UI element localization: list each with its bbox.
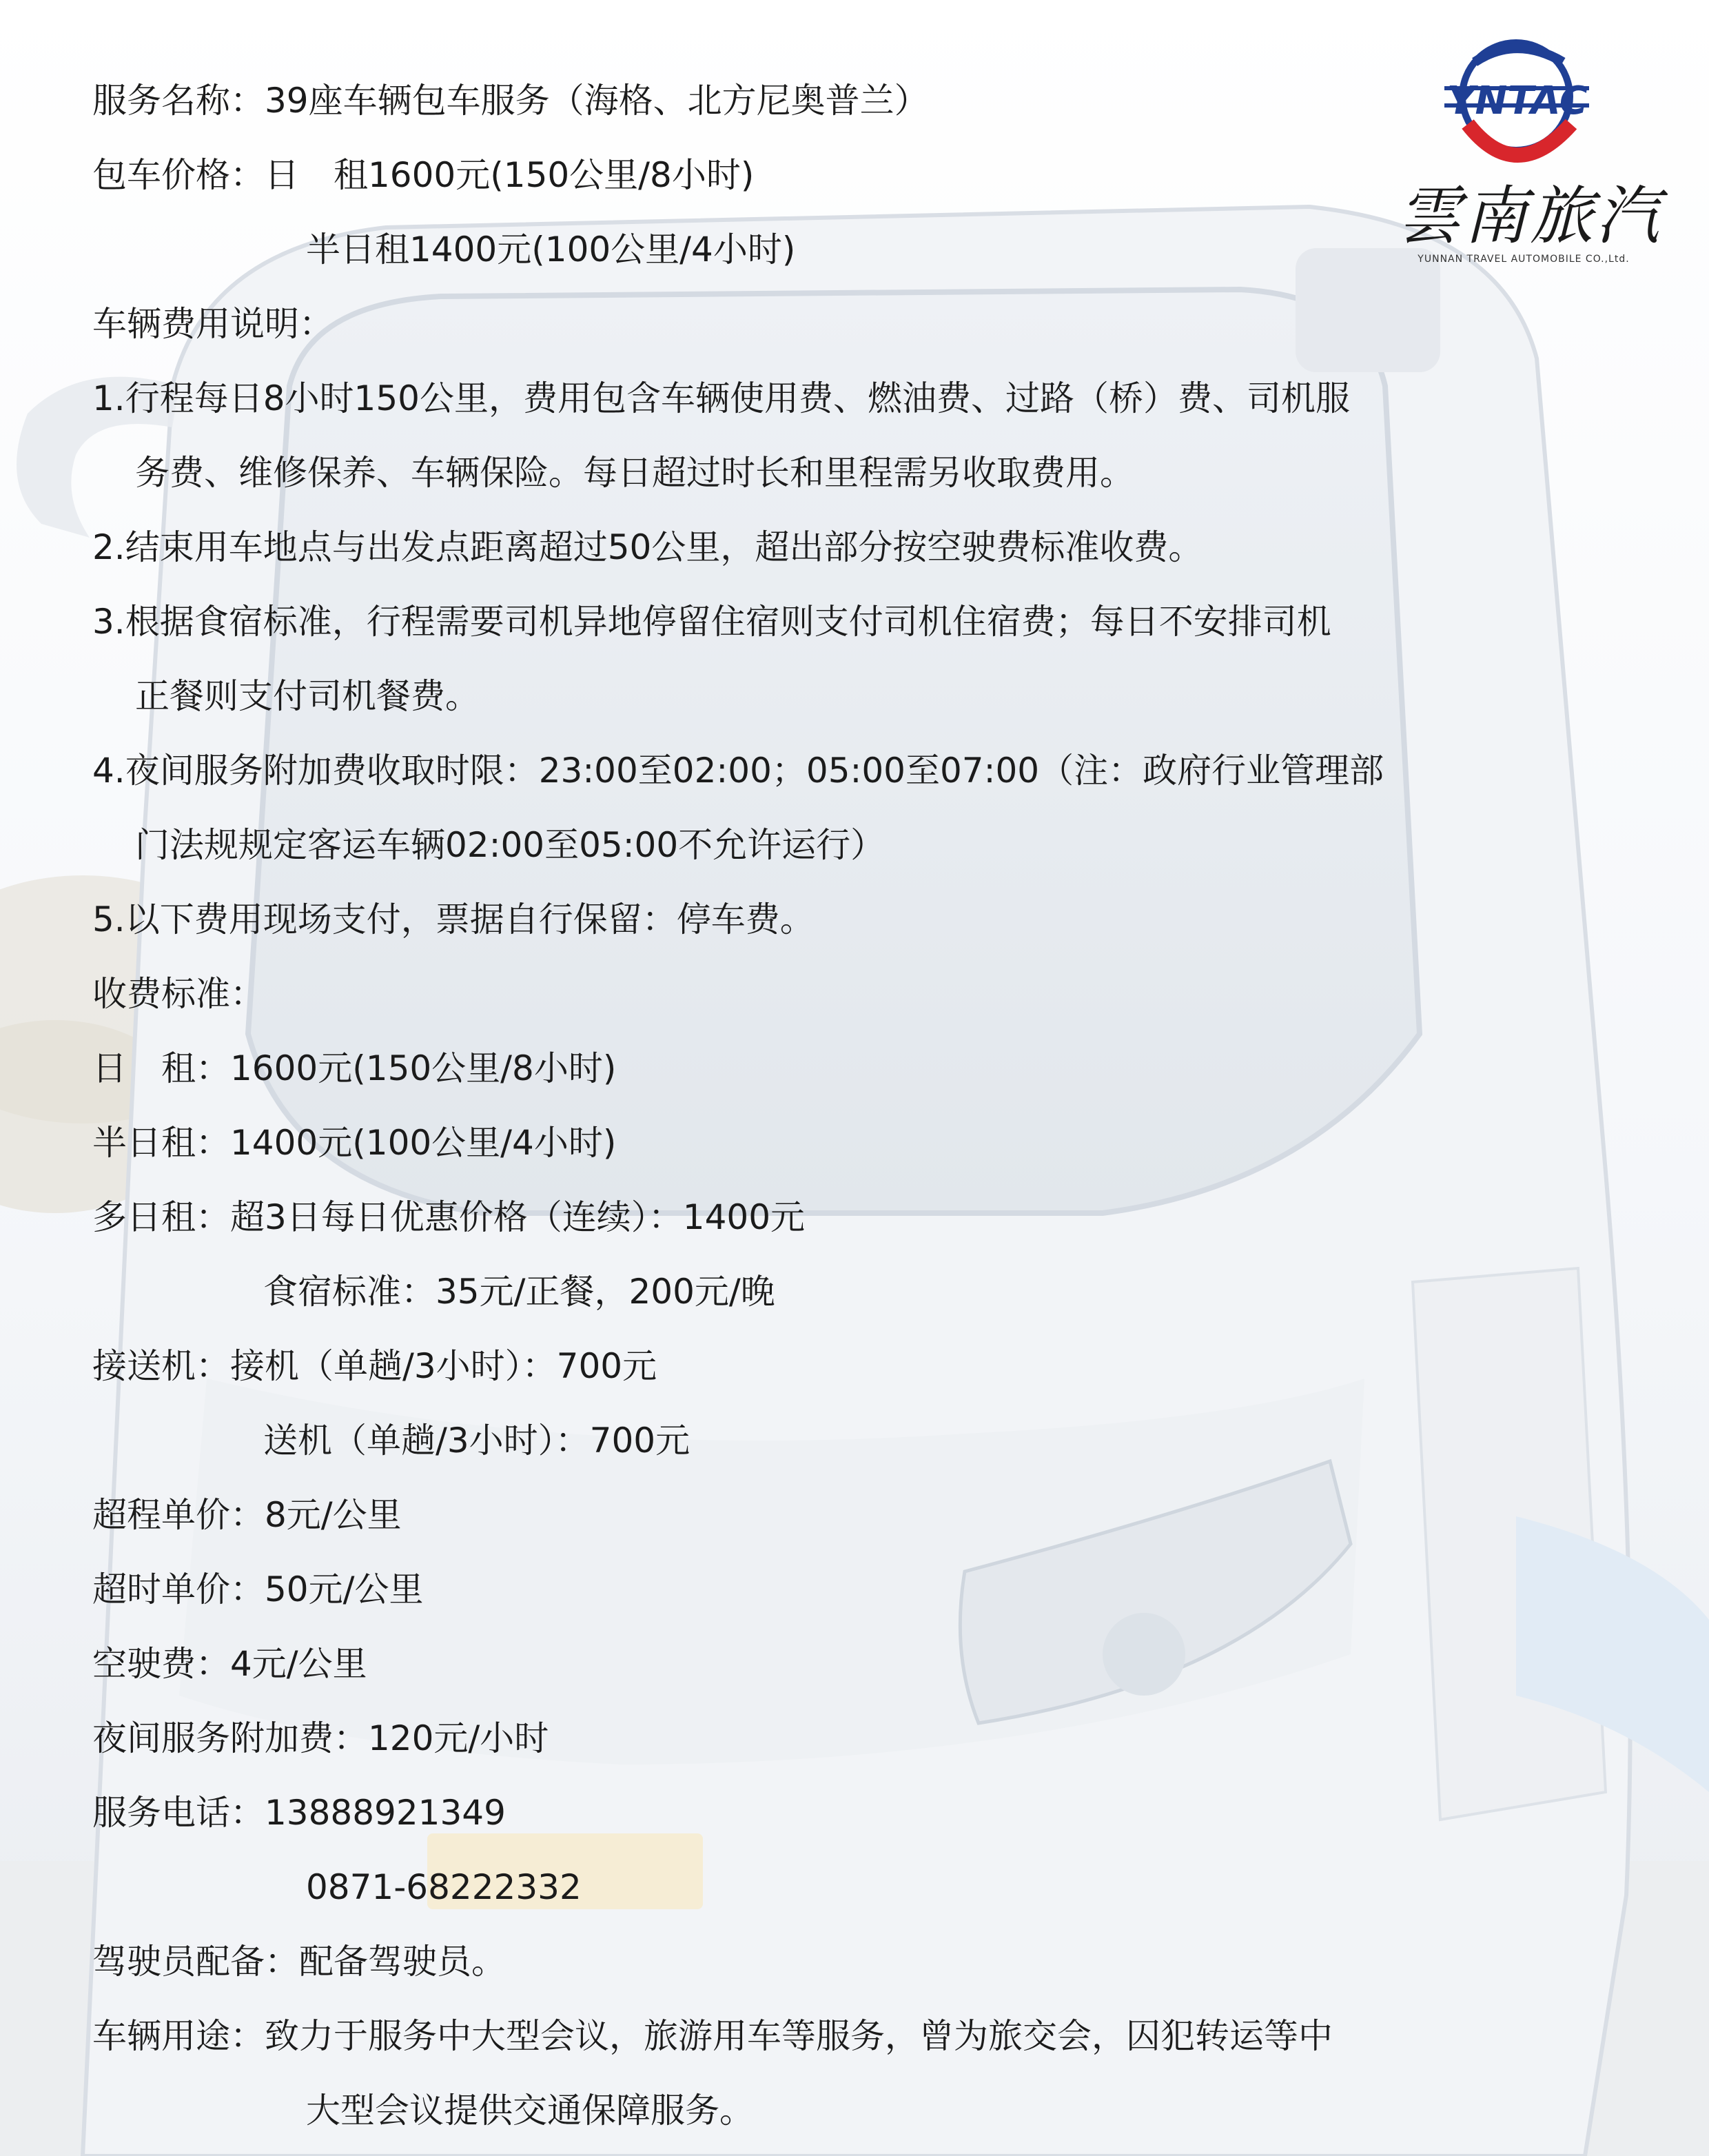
service-name-line	[92, 63, 929, 138]
half-day-label: 半日租：	[92, 1123, 230, 1163]
logo-caption: YUNNAN TRAVEL AUTOMOBILE CO.,Ltd.	[1418, 254, 1630, 265]
over-time-price: 超时单价：50元/公里	[92, 1569, 424, 1609]
service-name-value: 39座车辆包车服务（海格、北方尼奥普兰）	[265, 81, 929, 121]
usage-line	[92, 1999, 1333, 2073]
night-service-fee: 夜间服务附加费：120元/小时	[92, 1718, 549, 1758]
phone-number-2: 0871-68222332	[306, 1867, 582, 1907]
price-label: 包车价格：	[92, 155, 265, 195]
price-day: 日 租1600元(150公里/8小时)	[265, 155, 755, 195]
price-half: 半日租1400元(100公里/4小时)	[306, 230, 796, 270]
phone-line	[92, 1776, 506, 1850]
fee-note-3: 3.根据食宿标准，行程需要司机异地停留住宿则支付司机住宿费；每日不安排司机	[92, 602, 1331, 642]
yunnan-travel-logo-script: 雲南旅汽	[1397, 179, 1662, 253]
fee-note-2: 2.结束用车地点与出发点距离超过50公里，超出部分按空驶费标准收费。	[92, 527, 1203, 567]
usage-label: 车辆用途：	[92, 2016, 265, 2056]
fee-note-1: 1.行程每日8小时150公里，费用包含车辆使用费、燃油费、过路（桥）费、司机服	[92, 378, 1350, 418]
usage-value-cont: 大型会议提供交通保障服务。	[306, 2091, 754, 2130]
standards-heading: 收费标准：	[92, 974, 265, 1014]
day-rent-line	[92, 1031, 616, 1106]
fee-notes-heading: 车辆费用说明：	[92, 304, 334, 344]
day-rent-label: 日 租：	[92, 1048, 230, 1088]
dropoff-value: 送机（单趟/3小时）：700元	[263, 1421, 690, 1461]
svg-text:YNTAC: YNTAC	[1447, 79, 1588, 123]
half-day-line	[92, 1106, 616, 1180]
transfer-label: 接送机：	[92, 1346, 230, 1386]
driver-line: 驾驶员配备：配备驾驶员。	[92, 1942, 506, 1982]
fee-note-3-cont: 正餐则支付司机餐费。	[135, 676, 480, 716]
day-rent-value: 1600元(150公里/8小时)	[230, 1048, 617, 1088]
fee-note-1-cont: 务费、维修保养、车辆保险。每日超过时长和里程需另收取费用。	[135, 453, 1134, 493]
price-line	[92, 138, 754, 212]
phone-label: 服务电话：	[92, 1793, 265, 1833]
fee-note-4-cont: 门法规规定客运车辆02:00至05:00不允许运行）	[135, 825, 886, 865]
multi-day-value: 超3日每日优惠价格（连续）：1400元	[230, 1197, 806, 1237]
pickup-value: 接机（单趟/3小时）：700元	[230, 1346, 657, 1386]
service-name-label: 服务名称：	[92, 81, 265, 121]
half-day-value: 1400元(100公里/4小时)	[230, 1123, 617, 1163]
usage-value: 致力于服务中大型会议，旅游用车等服务，曾为旅交会，囚犯转运等中	[265, 2016, 1333, 2056]
meal-lodging-standard: 食宿标准：35元/正餐，200元/晚	[263, 1272, 775, 1312]
phone-number-1: 13888921349	[265, 1793, 506, 1833]
multi-day-label: 多日租：	[92, 1197, 230, 1237]
fee-note-5: 5.以下费用现场支付，票据自行保留：停车费。	[92, 899, 815, 939]
multi-day-line	[92, 1180, 805, 1254]
over-distance-price: 超程单价：8元/公里	[92, 1495, 402, 1535]
transfer-line	[92, 1329, 657, 1403]
empty-run-fee: 空驶费：4元/公里	[92, 1644, 367, 1684]
fee-note-4: 4.夜间服务附加费收取时限：23:00至02:00；05:00至07:00（注：政府行业管理部	[92, 751, 1384, 791]
